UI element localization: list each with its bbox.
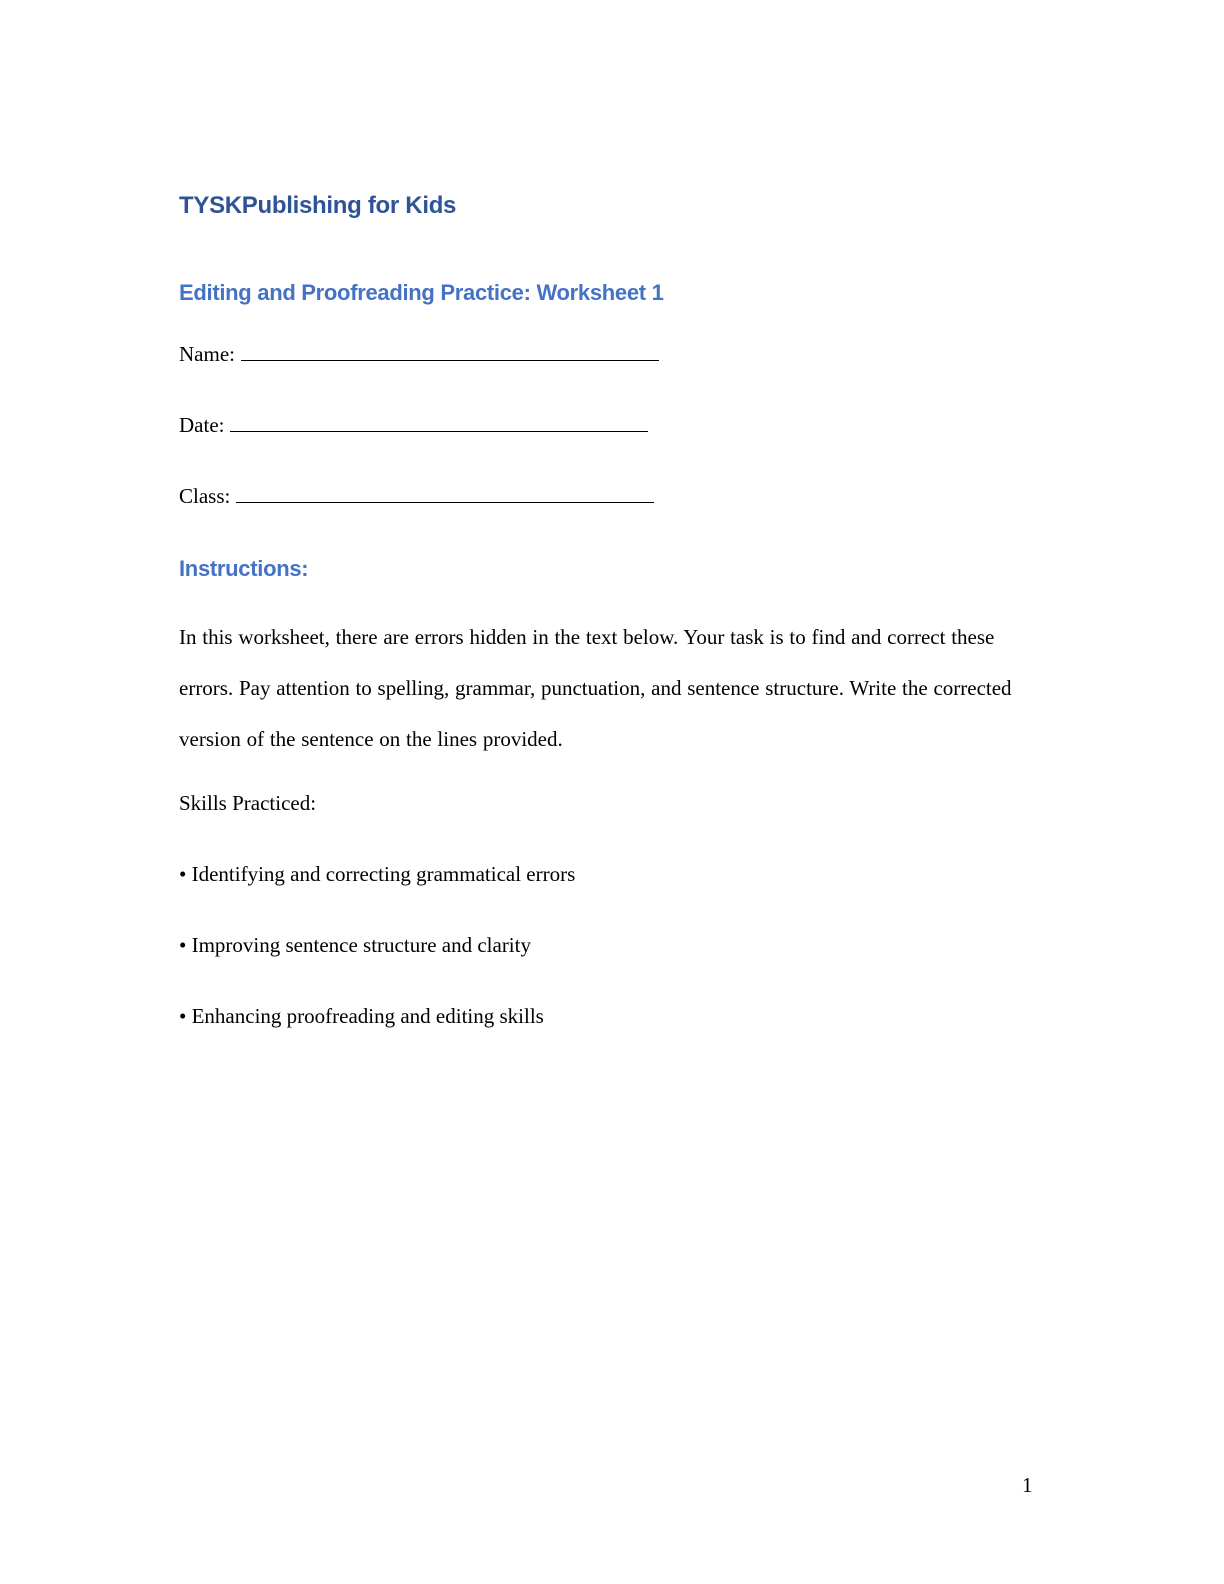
worksheet-title: Editing and Proofreading Practice: Worksheet 1 xyxy=(179,280,664,305)
name-blank-line[interactable] xyxy=(241,342,659,361)
page-number: 1 xyxy=(1022,1473,1033,1497)
class-field xyxy=(179,484,654,509)
name-label: Name: xyxy=(179,342,235,366)
date-label: Date: xyxy=(179,413,225,437)
skill-item: • Improving sentence structure and clarity xyxy=(179,933,531,957)
instructions-heading: Instructions: xyxy=(179,556,309,581)
class-blank-line[interactable] xyxy=(236,484,654,503)
skill-item: • Identifying and correcting grammatical errors xyxy=(179,862,576,886)
class-label: Class: xyxy=(179,484,231,508)
skills-label: Skills Practiced: xyxy=(179,791,317,815)
instructions-paragraph: In this worksheet, there are errors hidden in the text below. Your task is to find and correct these errors. Pay attention to spelling, grammar, punctuation, and sentence structure. Write the corrected version of the sentence on the lines provided. xyxy=(179,625,1012,751)
name-field xyxy=(179,342,659,367)
date-blank-line[interactable] xyxy=(230,413,648,432)
publisher-title: TYSKPublishing for Kids xyxy=(179,192,457,219)
skill-item: • Enhancing proofreading and editing skills xyxy=(179,1004,544,1028)
date-field xyxy=(179,413,648,438)
